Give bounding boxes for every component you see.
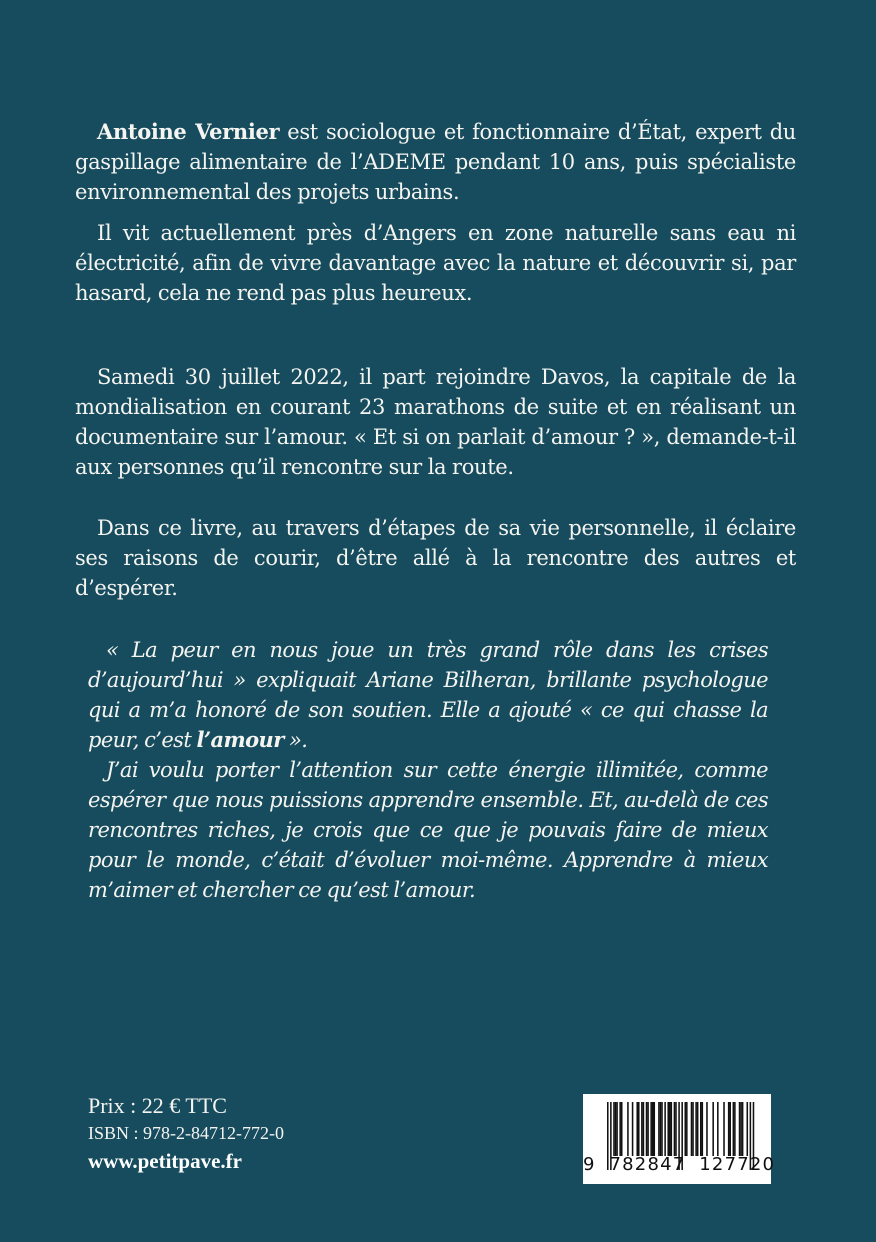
author-residence-paragraph <box>75 218 796 308</box>
author-quote-block <box>88 635 768 905</box>
barcode-digit-group-2: 127720 <box>699 1154 776 1175</box>
isbn-barcode <box>583 1094 776 1184</box>
publication-info <box>88 1092 284 1176</box>
quote-emphasis: l’amour <box>196 727 284 752</box>
author-bio-text: est sociologue et fonctionnaire d’État, expert du gaspillage alimentaire de l’ADEME pendant 10 ans, puis spécialiste environnemental des projets urbains. <box>75 120 796 204</box>
isbn-label: ISBN : 978-2-84712-772-0 <box>88 1123 284 1143</box>
journey-text: Samedi 30 juillet 2022, il part rejoindre Davos, la capitale de la mondialisation en courant 23 marathons de suite et en réalisant un documentaire sur l’amour. « Et si on parlait d’amour ? », demande-t-il aux personnes qu’il rencontre sur la route. <box>75 365 796 479</box>
journey-paragraph <box>75 362 796 482</box>
quote-paragraph-1 <box>88 635 768 755</box>
author-bio-paragraph <box>75 117 796 207</box>
quote-text-end: ». <box>283 728 308 752</box>
book-summary-text: Dans ce livre, au travers d’étapes de sa vie personnelle, il éclaire ses raisons de courir, d’être allé à la rencontre des autres et d’espérer. <box>75 516 796 600</box>
book-summary-paragraph <box>75 513 796 603</box>
barcode-digit-first: 9 <box>583 1154 596 1175</box>
quote-text-start: « La peur en nous joue un très grand rôle dans les crises d’aujourd’hui » expliquait Ariane Bilheran, brillante psychologue qui a m’a honoré de son soutien. Elle a ajouté « ce qui chasse la peur, c’est <box>88 638 768 752</box>
barcode-digit-group-1: 782847 <box>609 1154 686 1175</box>
barcode-digits <box>583 1154 776 1175</box>
author-name: Antoine Vernier <box>97 119 280 144</box>
price-label: Prix : 22 € TTC <box>88 1093 227 1118</box>
quote-paragraph-2: J’ai voulu porter l’attention sur cette énergie illimitée, comme espérer que nous puissions apprendre ensemble. Et, au-delà de ces rencontres riches, je crois que ce que je pouvais faire de mieux pour le monde, c’était d’évoluer moi-même. Apprendre à mieux m’aimer et chercher ce qu’est l’amour. <box>88 758 768 902</box>
publisher-website-link[interactable]: www.petitpave.fr <box>88 1149 242 1173</box>
author-residence-text: Il vit actuellement près d’Angers en zone naturelle sans eau ni électricité, afin de vivre davantage avec la nature et découvrir si, par hasard, cela ne rend pas plus heureux. <box>75 221 796 305</box>
